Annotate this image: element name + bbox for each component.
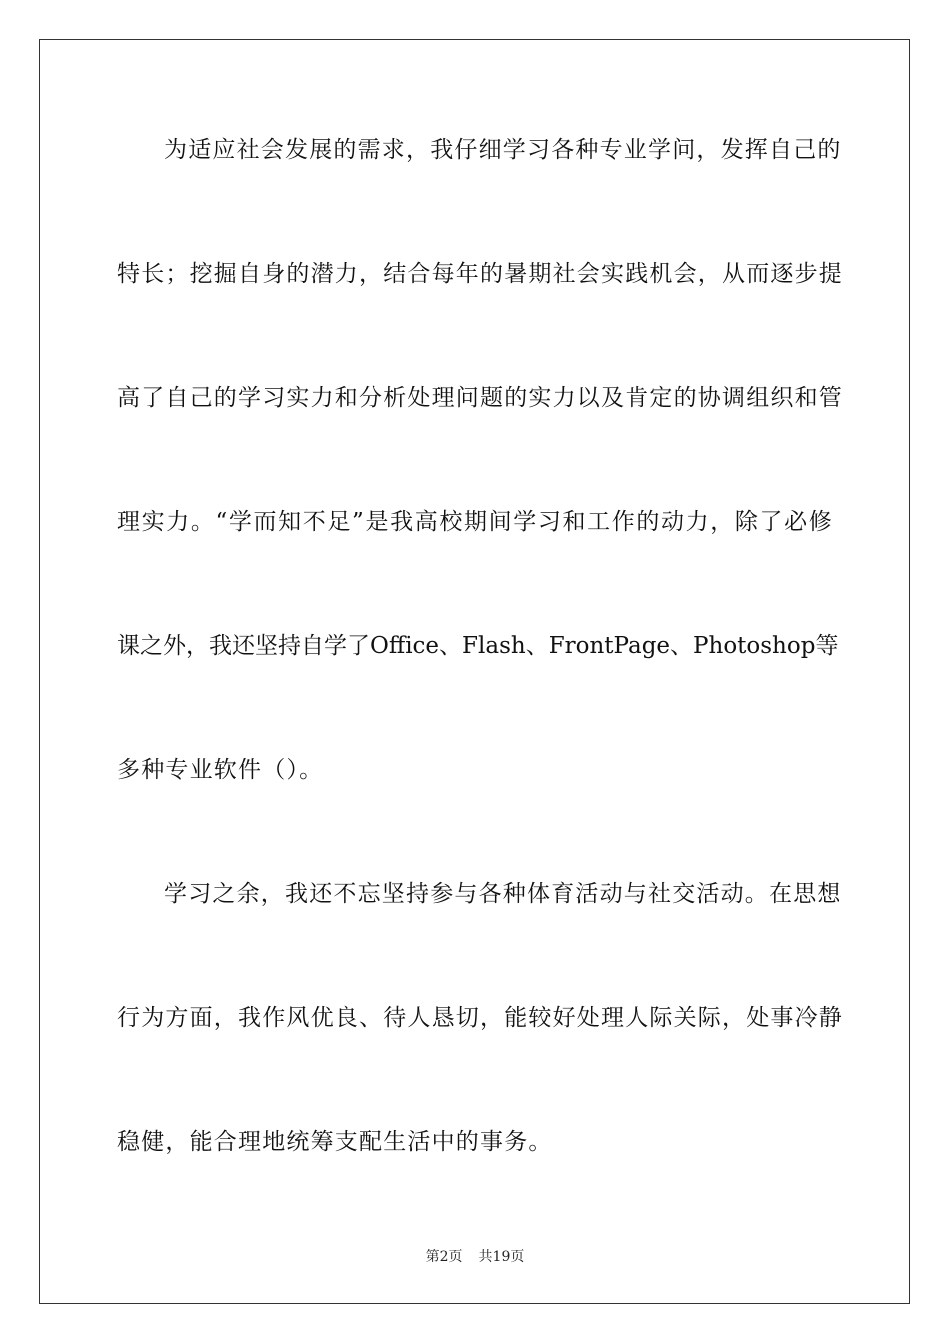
paragraph-line: 课之外，我还坚持自学了Office、Flash、FrontPage、Photoshop等 <box>117 633 839 659</box>
page-footer <box>0 1247 950 1267</box>
paragraph-line: 为适应社会发展的需求，我仔细学习各种专业学问，发挥自己的 <box>164 137 842 163</box>
paragraph-line: 学习之余，我还不忘坚持参与各种体育活动与社交活动。在思想 <box>164 881 842 907</box>
page-total: 共19页 <box>478 1249 525 1265</box>
page-number: 第2页 <box>425 1249 463 1265</box>
paragraph-line: 高了自己的学习实力和分析处理问题的实力以及肯定的协调组织和管 <box>117 385 843 411</box>
page-border <box>39 39 910 1304</box>
paragraph-line: 理实力。“学而知不足”是我高校期间学习和工作的动力，除了必修 <box>117 509 833 535</box>
paragraph-line: 行为方面，我作风优良、待人恳切，能较好处理人际关际，处事冷静 <box>117 1005 843 1031</box>
paragraph-line: 特长；挖掘自身的潜力，结合每年的暑期社会实践机会，从而逐步提 <box>117 261 843 287</box>
paragraph-line: 多种专业软件（）。 <box>117 757 324 783</box>
paragraph-line: 稳健，能合理地统筹支配生活中的事务。 <box>117 1129 553 1155</box>
